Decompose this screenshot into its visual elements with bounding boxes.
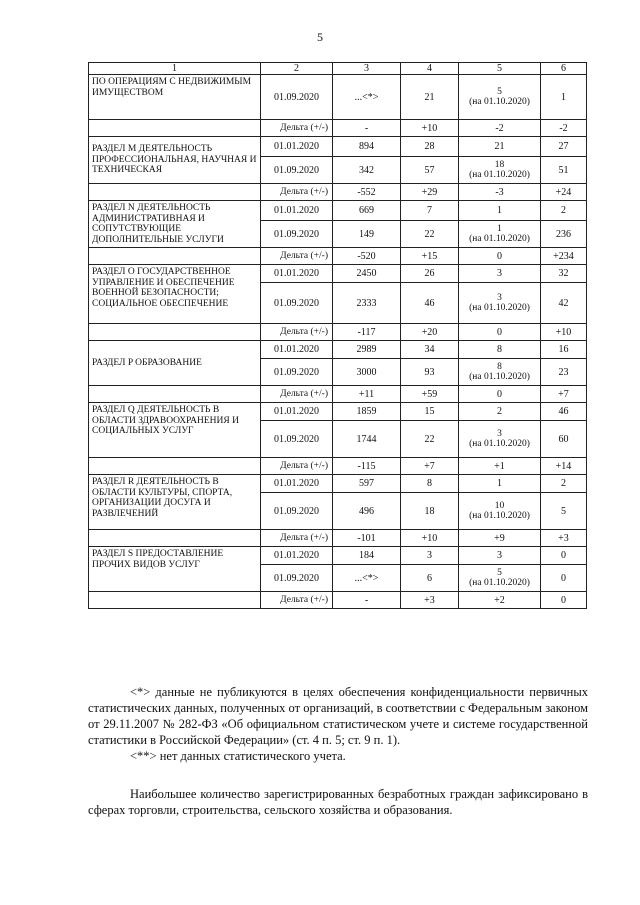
delta-cell: +15: [401, 248, 459, 265]
delta-cell: +7: [541, 386, 587, 403]
value-cell: 21: [401, 75, 459, 120]
value-cell: ...<*>: [333, 75, 401, 120]
delta-cell: -552: [333, 184, 401, 201]
value-cell: 6: [401, 565, 459, 592]
date-cell: 01.09.2020: [261, 221, 333, 248]
section-title: РАЗДЕЛ N ДЕЯТЕЛЬНОСТЬ АДМИНИСТРАТИВНАЯ И СОПУТСТВУЮЩИЕ ДОПОЛНИТЕЛЬНЫЕ УСЛУГИ: [89, 201, 261, 248]
value-cell: 184: [333, 547, 401, 565]
date-cell: 01.09.2020: [261, 359, 333, 386]
column-header: 3: [333, 63, 401, 75]
delta-cell: +3: [401, 592, 459, 609]
table-row: [89, 201, 587, 221]
column-header: 1: [89, 63, 261, 75]
empty-cell: [89, 248, 261, 265]
delta-cell: +24: [541, 184, 587, 201]
table-row: [89, 475, 587, 493]
column-header: 2: [261, 63, 333, 75]
value-cell: [459, 75, 541, 120]
delta-cell: +14: [541, 458, 587, 475]
footnotes: [88, 684, 588, 764]
value-cell: 32: [541, 265, 587, 283]
delta-cell: +234: [541, 248, 587, 265]
value-cell: 18: [401, 493, 459, 530]
value-cell: 3: [459, 547, 541, 565]
value-cell: 46: [541, 403, 587, 421]
empty-cell: [89, 530, 261, 547]
date-cell: 01.09.2020: [261, 493, 333, 530]
date-cell: 01.09.2020: [261, 75, 333, 120]
footnote-confidential: <*> данные не публикуются в целях обеспечения конфиденциальности первичных статистических данных, полученных от организаций, в соответствии с Федеральным законом от 29.11.2007 № 282-ФЗ «Об официальном статистическом учете и системе государственной статистики в Российской Федерации» (ст. 4 п. 5; ст. 9 п. 1).: [88, 685, 588, 747]
value-cell: 7: [401, 201, 459, 221]
table-row: [89, 75, 587, 120]
delta-row: [89, 248, 587, 265]
value-cell: [459, 565, 541, 592]
delta-label: Дельта (+/-): [261, 324, 333, 341]
value-cell: 0: [541, 565, 587, 592]
delta-cell: +20: [401, 324, 459, 341]
section-title: РАЗДЕЛ R ДЕЯТЕЛЬНОСТЬ В ОБЛАСТИ КУЛЬТУРЫ, СПОРТА, ОРГАНИЗАЦИИ ДОСУГА И РАЗВЛЕЧЕНИЙ: [89, 475, 261, 530]
delta-cell: -101: [333, 530, 401, 547]
value-cell: 23: [541, 359, 587, 386]
value: 3: [497, 429, 502, 439]
date-cell: 01.09.2020: [261, 421, 333, 458]
value-cell: 236: [541, 221, 587, 248]
date-note: (на 01.10.2020): [469, 97, 530, 107]
section-title: ПО ОПЕРАЦИЯМ С НЕДВИЖИМЫМ ИМУЩЕСТВОМ: [89, 75, 261, 120]
date-cell: 01.01.2020: [261, 475, 333, 493]
empty-cell: [89, 458, 261, 475]
value-cell: 34: [401, 341, 459, 359]
value: 5: [497, 87, 502, 97]
table-row: [89, 265, 587, 283]
empty-cell: [89, 324, 261, 341]
delta-cell: 0: [459, 386, 541, 403]
value: 10: [494, 501, 505, 511]
empty-cell: [89, 386, 261, 403]
delta-label: Дельта (+/-): [261, 458, 333, 475]
delta-label: Дельта (+/-): [261, 120, 333, 137]
section-title: РАЗДЕЛ P ОБРАЗОВАНИЕ: [89, 341, 261, 386]
value-cell: 3: [459, 265, 541, 283]
delta-cell: +10: [401, 530, 459, 547]
section-title: РАЗДЕЛ О ГОСУДАРСТВЕННОЕ УПРАВЛЕНИЕ И ОБЕСПЕЧЕНИЕ ВОЕННОЙ БЕЗОПАСНОСТИ; СОЦИАЛЬНОЕ ОБЕСПЕЧЕНИЕ: [89, 265, 261, 324]
empty-cell: [89, 120, 261, 137]
delta-cell: -: [333, 120, 401, 137]
delta-cell: -2: [541, 120, 587, 137]
value-cell: 46: [401, 283, 459, 324]
delta-cell: +59: [401, 386, 459, 403]
delta-label: Дельта (+/-): [261, 386, 333, 403]
delta-cell: +2: [459, 592, 541, 609]
value-cell: 1744: [333, 421, 401, 458]
value-cell: 5: [541, 493, 587, 530]
value-cell: 22: [401, 421, 459, 458]
delta-label: Дельта (+/-): [261, 184, 333, 201]
value-cell: 1: [459, 475, 541, 493]
value-cell: 22: [401, 221, 459, 248]
value-cell: 51: [541, 157, 587, 184]
date-note: (на 01.10.2020): [469, 303, 530, 313]
value-cell: 57: [401, 157, 459, 184]
delta-cell: -117: [333, 324, 401, 341]
value-cell: 669: [333, 201, 401, 221]
value: 18: [494, 160, 505, 170]
delta-cell: +29: [401, 184, 459, 201]
delta-row: [89, 120, 587, 137]
page-number: 5: [317, 30, 323, 44]
value-cell: 2: [459, 403, 541, 421]
delta-cell: +3: [541, 530, 587, 547]
date-cell: 01.01.2020: [261, 201, 333, 221]
value-cell: 2989: [333, 341, 401, 359]
value-cell: [459, 157, 541, 184]
delta-label: Дельта (+/-): [261, 530, 333, 547]
value-cell: [459, 359, 541, 386]
value-cell: 28: [401, 137, 459, 157]
delta-cell: -2: [459, 120, 541, 137]
table-row: [89, 137, 587, 157]
date-note: (на 01.10.2020): [469, 234, 530, 244]
delta-cell: +9: [459, 530, 541, 547]
footnote-no-data: <**> нет данных статистического учета.: [130, 749, 346, 763]
date-note: (на 01.10.2020): [469, 372, 530, 382]
delta-row: [89, 184, 587, 201]
delta-cell: +11: [333, 386, 401, 403]
delta-cell: +10: [541, 324, 587, 341]
value-cell: 2: [541, 475, 587, 493]
value-cell: 496: [333, 493, 401, 530]
value-cell: [459, 283, 541, 324]
value-cell: 26: [401, 265, 459, 283]
section-title: РАЗДЕЛ S ПРЕДОСТАВЛЕНИЕ ПРОЧИХ ВИДОВ УСЛУГ: [89, 547, 261, 592]
section-title: РАЗДЕЛ M ДЕЯТЕЛЬНОСТЬ ПРОФЕССИОНАЛЬНАЯ, НАУЧНАЯ И ТЕХНИЧЕСКАЯ: [89, 137, 261, 184]
value-cell: [459, 421, 541, 458]
column-header: 6: [541, 63, 587, 75]
delta-row: [89, 458, 587, 475]
value-cell: 2450: [333, 265, 401, 283]
table-row: [89, 341, 587, 359]
date-cell: 01.01.2020: [261, 547, 333, 565]
date-note: (на 01.10.2020): [469, 170, 530, 180]
value-cell: 342: [333, 157, 401, 184]
value-cell: [459, 493, 541, 530]
value-cell: 8: [401, 475, 459, 493]
value-cell: 149: [333, 221, 401, 248]
value: 3: [497, 293, 502, 303]
delta-row: [89, 386, 587, 403]
delta-cell: +1: [459, 458, 541, 475]
table-row: [89, 403, 587, 421]
value-cell: 15: [401, 403, 459, 421]
value-cell: 3: [401, 547, 459, 565]
value-cell: 16: [541, 341, 587, 359]
value-cell: 93: [401, 359, 459, 386]
value-cell: 597: [333, 475, 401, 493]
delta-cell: -115: [333, 458, 401, 475]
date-cell: 01.01.2020: [261, 403, 333, 421]
date-cell: 01.09.2020: [261, 283, 333, 324]
value-cell: 894: [333, 137, 401, 157]
value: 5: [497, 568, 502, 578]
value-cell: 1859: [333, 403, 401, 421]
value-cell: 1: [459, 201, 541, 221]
delta-cell: -520: [333, 248, 401, 265]
delta-row: [89, 592, 587, 609]
delta-cell: +10: [401, 120, 459, 137]
value-cell: 8: [459, 341, 541, 359]
delta-cell: 0: [541, 592, 587, 609]
date-cell: 01.01.2020: [261, 341, 333, 359]
value-cell: 42: [541, 283, 587, 324]
delta-cell: -3: [459, 184, 541, 201]
table-header-row: [89, 63, 587, 75]
statistics-table: [88, 62, 587, 609]
conclusion-text: Наибольшее количество зарегистрированных безработных граждан зафиксировано в сферах торговли, строительства, сельского хозяйства и образования.: [88, 787, 588, 817]
delta-cell: -: [333, 592, 401, 609]
value-cell: 1: [541, 75, 587, 120]
delta-cell: 0: [459, 324, 541, 341]
column-header: 5: [459, 63, 541, 75]
value-cell: 21: [459, 137, 541, 157]
table-row: [89, 547, 587, 565]
date-cell: 01.09.2020: [261, 157, 333, 184]
delta-cell: 0: [459, 248, 541, 265]
value-cell: ...<*>: [333, 565, 401, 592]
date-note: (на 01.10.2020): [469, 578, 530, 588]
value-cell: 2: [541, 201, 587, 221]
value-cell: 0: [541, 547, 587, 565]
date-note: (на 01.10.2020): [469, 439, 530, 449]
empty-cell: [89, 184, 261, 201]
section-title: РАЗДЕЛ Q ДЕЯТЕЛЬНОСТЬ В ОБЛАСТИ ЗДРАВООХРАНЕНИЯ И СОЦИАЛЬНЫХ УСЛУГ: [89, 403, 261, 458]
date-cell: 01.01.2020: [261, 137, 333, 157]
delta-cell: +7: [401, 458, 459, 475]
value-cell: 27: [541, 137, 587, 157]
empty-cell: [89, 592, 261, 609]
delta-row: [89, 324, 587, 341]
value-cell: 60: [541, 421, 587, 458]
delta-row: [89, 530, 587, 547]
value-cell: 3000: [333, 359, 401, 386]
delta-label: Дельта (+/-): [261, 248, 333, 265]
date-cell: 01.01.2020: [261, 265, 333, 283]
value-cell: 2333: [333, 283, 401, 324]
date-note: (на 01.10.2020): [469, 511, 530, 521]
value: 1: [497, 224, 502, 234]
value: 8: [497, 362, 502, 372]
conclusion: [88, 786, 588, 818]
delta-label: Дельта (+/-): [261, 592, 333, 609]
value-cell: [459, 221, 541, 248]
column-header: 4: [401, 63, 459, 75]
date-cell: 01.09.2020: [261, 565, 333, 592]
